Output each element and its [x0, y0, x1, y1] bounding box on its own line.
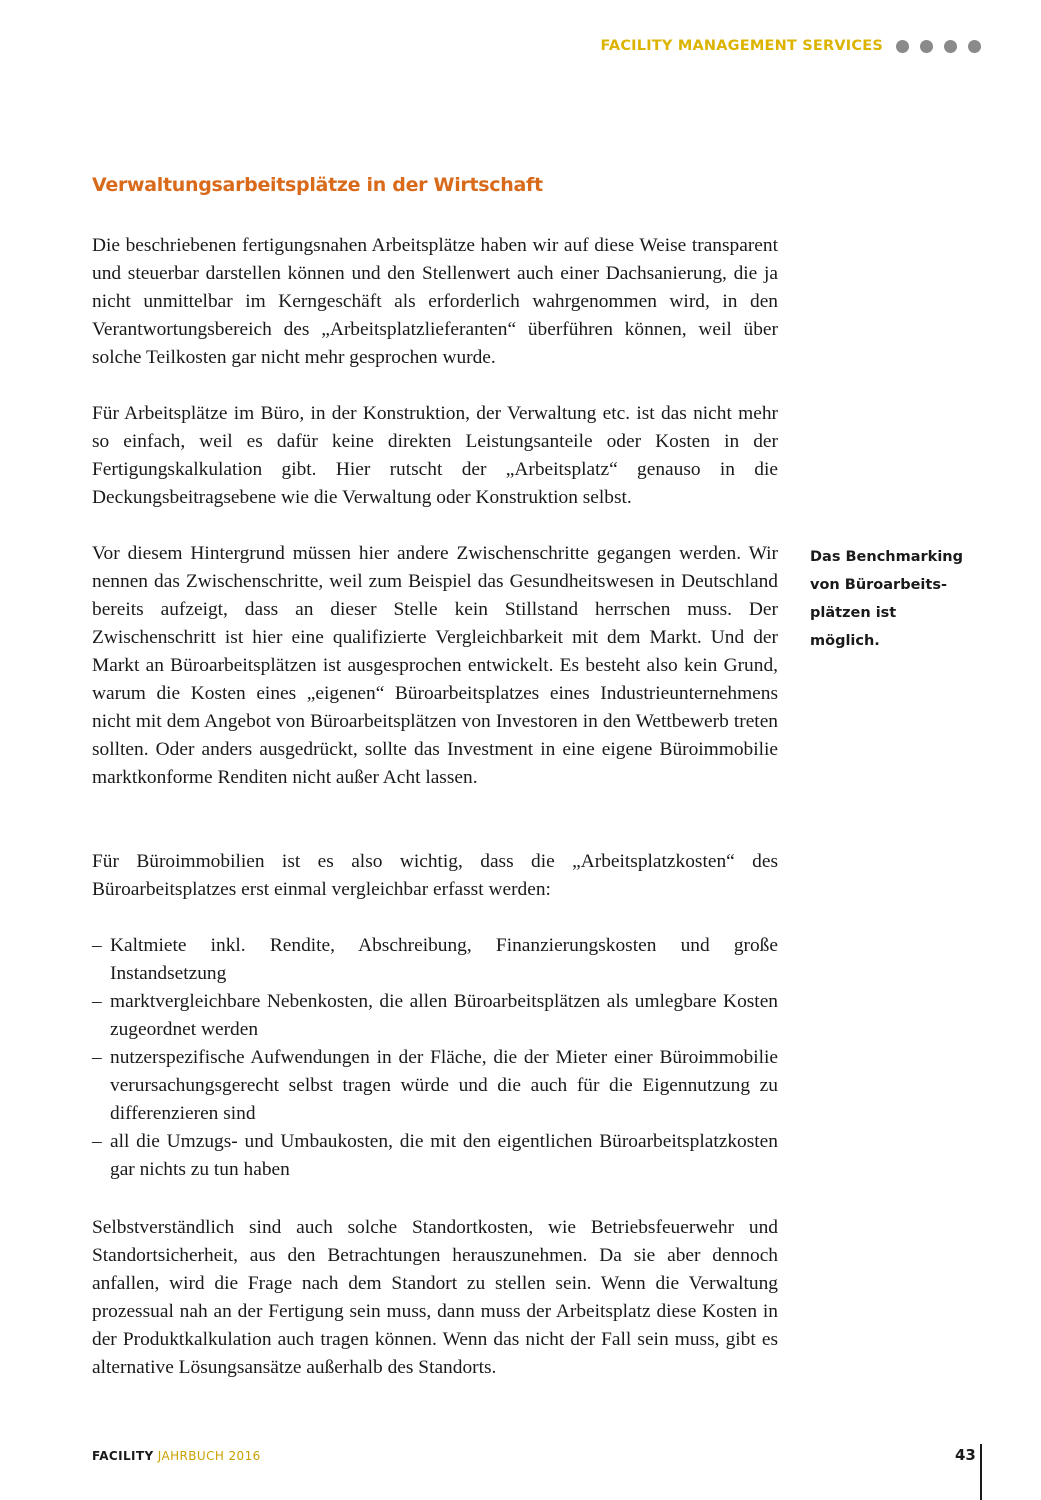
header-dot-icon	[920, 40, 933, 53]
footer-publication-bold: FACILITY	[92, 1449, 154, 1463]
list-item	[92, 1128, 778, 1184]
list-item-text: marktvergleichbare Nebenkosten, die allen Büroarbeitsplätzen als umlegbare Kosten zugeordnet werden	[110, 991, 778, 1040]
body-paragraph-4: Für Büroimmobilien ist es also wichtig, dass die „Arbeitsplatzkosten“ des Büroarbeitsplatzes erst einmal vergleichbar erfasst werden:	[92, 851, 778, 900]
header-dot-icon	[896, 40, 909, 53]
list-item-text: all die Umzugs- und Umbaukosten, die mit den eigentlichen Büroarbeitsplatzkosten gar nichts zu tun haben	[110, 1131, 778, 1180]
running-header	[600, 38, 981, 54]
header-dots	[896, 40, 981, 53]
footer-publication-rest: JAHRBUCH 2016	[153, 1449, 261, 1463]
section-heading: Verwaltungsarbeitsplätze in der Wirtschaft	[92, 174, 543, 196]
body-paragraph-2: Für Arbeitsplätze im Büro, in der Konstruktion, der Verwaltung etc. ist das nicht mehr so einfach, weil es dafür keine direkten Leistungsanteile oder Kosten in der Fertigungskalkulation gibt. Hier rutscht der „Arbeitsplatz“ genauso in die Deckungsbeitragsebene wie die Verwaltung oder Konstruktion selbst.	[92, 403, 778, 508]
list-item	[92, 988, 778, 1044]
list-dash: –	[92, 1131, 102, 1152]
list-dash: –	[92, 1047, 102, 1068]
list-item-text: Kaltmiete inkl. Rendite, Abschreibung, Finanzierungskosten und große Instandsetzung	[110, 935, 778, 984]
page-number: 43	[955, 1446, 976, 1464]
list-item	[92, 932, 778, 988]
header-dot-icon	[944, 40, 957, 53]
header-dot-icon	[968, 40, 981, 53]
list-item-text: nutzerspezifische Aufwendungen in der Fläche, die der Mieter einer Büroimmobilie verursachungsgerecht selbst tragen würde und die auch für die Eigennutzung zu differenzieren sind	[110, 1047, 778, 1124]
footer-divider	[980, 1444, 982, 1500]
list-dash: –	[92, 935, 102, 956]
cost-list	[92, 932, 778, 1184]
footer-publication	[92, 1449, 261, 1463]
running-header-title: FACILITY MANAGEMENT SERVICES	[600, 38, 883, 54]
list-item	[92, 1044, 778, 1128]
body-paragraph-5: Selbstverständlich sind auch solche Standortkosten, wie Betriebsfeuerwehr und Standortsicherheit, aus den Betrachtungen herauszunehmen. Da sie aber dennoch anfallen, wird die Frage nach dem Standort zu stellen sein. Wenn die Verwaltung prozessual nah an der Fertigung sein muss, dann muss der Arbeitsplatz diese Kosten in der Produktkalkulation auch tragen können. Wenn das nicht der Fall sein muss, gibt es alternative Lösungsansätze außerhalb des Standorts.	[92, 1217, 778, 1378]
body-paragraph-3: Vor diesem Hintergrund müssen hier andere Zwischenschritte gegangen werden. Wir nennen das Zwischenschritte, weil zum Beispiel das Gesundheitswesen in Deutschland bereits aufzeigt, dass an dieser Stelle kein Stillstand herrschen muss. Der Zwischenschritt ist hier eine qualifizierte Vergleichbarkeit mit dem Markt. Und der Markt an Büroarbeitsplätzen ist ausgesprochen entwickelt. Es besteht also kein Grund, warum die Kosten eines „eigenen“ Büroarbeitsplatzes eines Industrieunternehmens nicht mit dem Angebot von Büroarbeitsplätzen von Investoren in den Wettbewerb treten sollten. Oder anders ausgedrückt, sollte das Investment in eine eigene Büroimmobilie marktkonforme Renditen nicht außer Acht lassen.	[92, 543, 778, 788]
list-dash: –	[92, 991, 102, 1012]
margin-note: Das Benchmarking von Büroarbeitsplätzen ist möglich.	[810, 549, 963, 649]
body-paragraph-1: Die beschriebenen fertigungsnahen Arbeitsplätze haben wir auf diese Weise transparent und steuerbar darstellen können und den Stellenwert auch einer Dachsanierung, die ja nicht unmittelbar im Kerngeschäft als erforderlich wahrgenommen wird, in den Verantwortungsbereich des „Arbeitsplatzlieferanten“ überführen können, weil über solche Teilkosten gar nicht mehr gesprochen wurde.	[92, 235, 778, 368]
